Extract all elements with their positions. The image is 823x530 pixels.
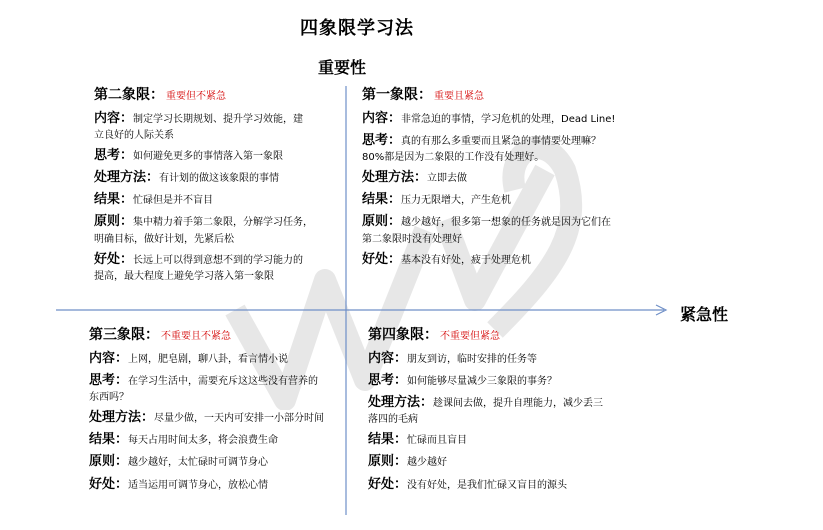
row-label: 好处： [94, 251, 134, 267]
row-label: 好处： [89, 476, 129, 492]
row-text-cont: 提高，最大程度上避免学习落入第一象限 [94, 270, 274, 282]
row-text: 适当运用可调节身心，放松心情 [128, 479, 269, 491]
row-text: 基本没有好处，疲于处理危机 [401, 254, 532, 266]
row-label: 思考： [94, 147, 134, 163]
row-label: 处理方法： [362, 169, 428, 185]
quadrant-tag: 不重要但紧急 [440, 331, 500, 342]
quadrant-1 [362, 86, 637, 273]
row-text: 忙碌但是并不盲目 [133, 195, 214, 207]
row-label: 原则： [94, 214, 134, 230]
row-text: 真的有那么多重要而且紧急的事情要处理嘛？ [401, 135, 602, 147]
quadrant-2 [94, 86, 334, 288]
row-text: 越少越好，很多第一想象的任务就是因为它们在 [401, 217, 612, 229]
page-title: 四象限学习法 [300, 18, 414, 39]
row-text-cont: 第二象限时没有处理好 [362, 233, 462, 245]
row-label: 处理方法： [368, 394, 434, 410]
row-text: 没有好处，是我们忙碌又盲目的源头 [407, 479, 568, 491]
row-label: 内容： [94, 110, 134, 126]
importance-axis-label: 重要性 [318, 58, 367, 77]
quadrant-title: 第四象限： [368, 327, 438, 343]
row-text: 趁课间去做，提升自理能力，减少丢三 [433, 397, 604, 409]
row-label: 处理方法： [94, 169, 160, 185]
quadrant-4 [368, 326, 628, 498]
row-text: 如何避免更多的事情落入第一象限 [133, 150, 284, 162]
row-text: 朋友到访，临时安排的任务等 [407, 353, 538, 365]
row-text: 尽量少做，一天内可安排一小部分时间 [154, 412, 325, 424]
row-label: 好处： [368, 476, 408, 492]
row-label: 内容： [362, 110, 402, 126]
row-label: 原则： [362, 214, 402, 230]
row-text-cont: 落四的毛病 [368, 414, 418, 426]
row-label: 处理方法： [89, 409, 155, 425]
quadrant-title: 第二象限： [94, 87, 164, 103]
row-label: 原则： [368, 454, 408, 470]
row-label: 内容： [89, 350, 129, 366]
row-label: 原则： [89, 454, 129, 470]
row-text: 制定学习长期规划、提升学习效能，建 [133, 113, 304, 125]
row-text-cont: 80%都是因为二象限的工作没有处理好。 [362, 151, 545, 163]
row-text: 非常急迫的事情，学习危机的处理，Dead Line! [401, 113, 616, 125]
row-text: 越少越好，太忙碌时可调节身心 [128, 457, 269, 469]
row-text: 如何能够尽量减少三象限的事务？ [407, 375, 558, 387]
row-text: 集中精力着手第二象限，分解学习任务， [133, 217, 314, 229]
row-label: 好处： [362, 251, 402, 267]
quadrant-tag: 重要但不紧急 [166, 91, 226, 102]
quadrant-tag: 不重要且不紧急 [161, 331, 231, 342]
row-label: 结果： [89, 432, 129, 448]
quadrant-title: 第一象限： [362, 87, 432, 103]
urgency-axis-label: 紧急性 [680, 305, 729, 324]
row-label: 结果： [362, 192, 402, 208]
row-text: 上网，肥皂剧，聊八卦，看言情小说 [128, 353, 289, 365]
row-text: 每天占用时间太多，将会浪费生命 [128, 435, 279, 447]
row-text-cont: 立良好的人际关系 [94, 129, 174, 141]
row-label: 结果： [368, 432, 408, 448]
row-text: 立即去做 [427, 172, 468, 184]
row-text: 越少越好 [407, 457, 448, 469]
row-text-cont: 东西吗？ [89, 391, 129, 403]
row-label: 思考： [89, 372, 129, 388]
row-label: 思考： [362, 132, 402, 148]
row-text: 忙碌而且盲目 [407, 435, 468, 447]
row-text: 有计划的做这该象限的事情 [159, 172, 280, 184]
row-text: 压力无限增大，产生危机 [401, 195, 512, 207]
quadrant-3 [89, 326, 339, 498]
quadrant-title: 第三象限： [89, 327, 159, 343]
row-label: 内容： [368, 350, 408, 366]
row-text: 在学习生活中，需要充斥这这些没有营养的 [128, 375, 319, 387]
row-label: 思考： [368, 372, 408, 388]
row-label: 结果： [94, 192, 134, 208]
row-text: 长远上可以得到意想不到的学习能力的 [133, 254, 304, 266]
row-text-cont: 明确目标，做好计划，先紧后松 [94, 233, 234, 245]
quadrant-tag: 重要且紧急 [434, 91, 484, 102]
